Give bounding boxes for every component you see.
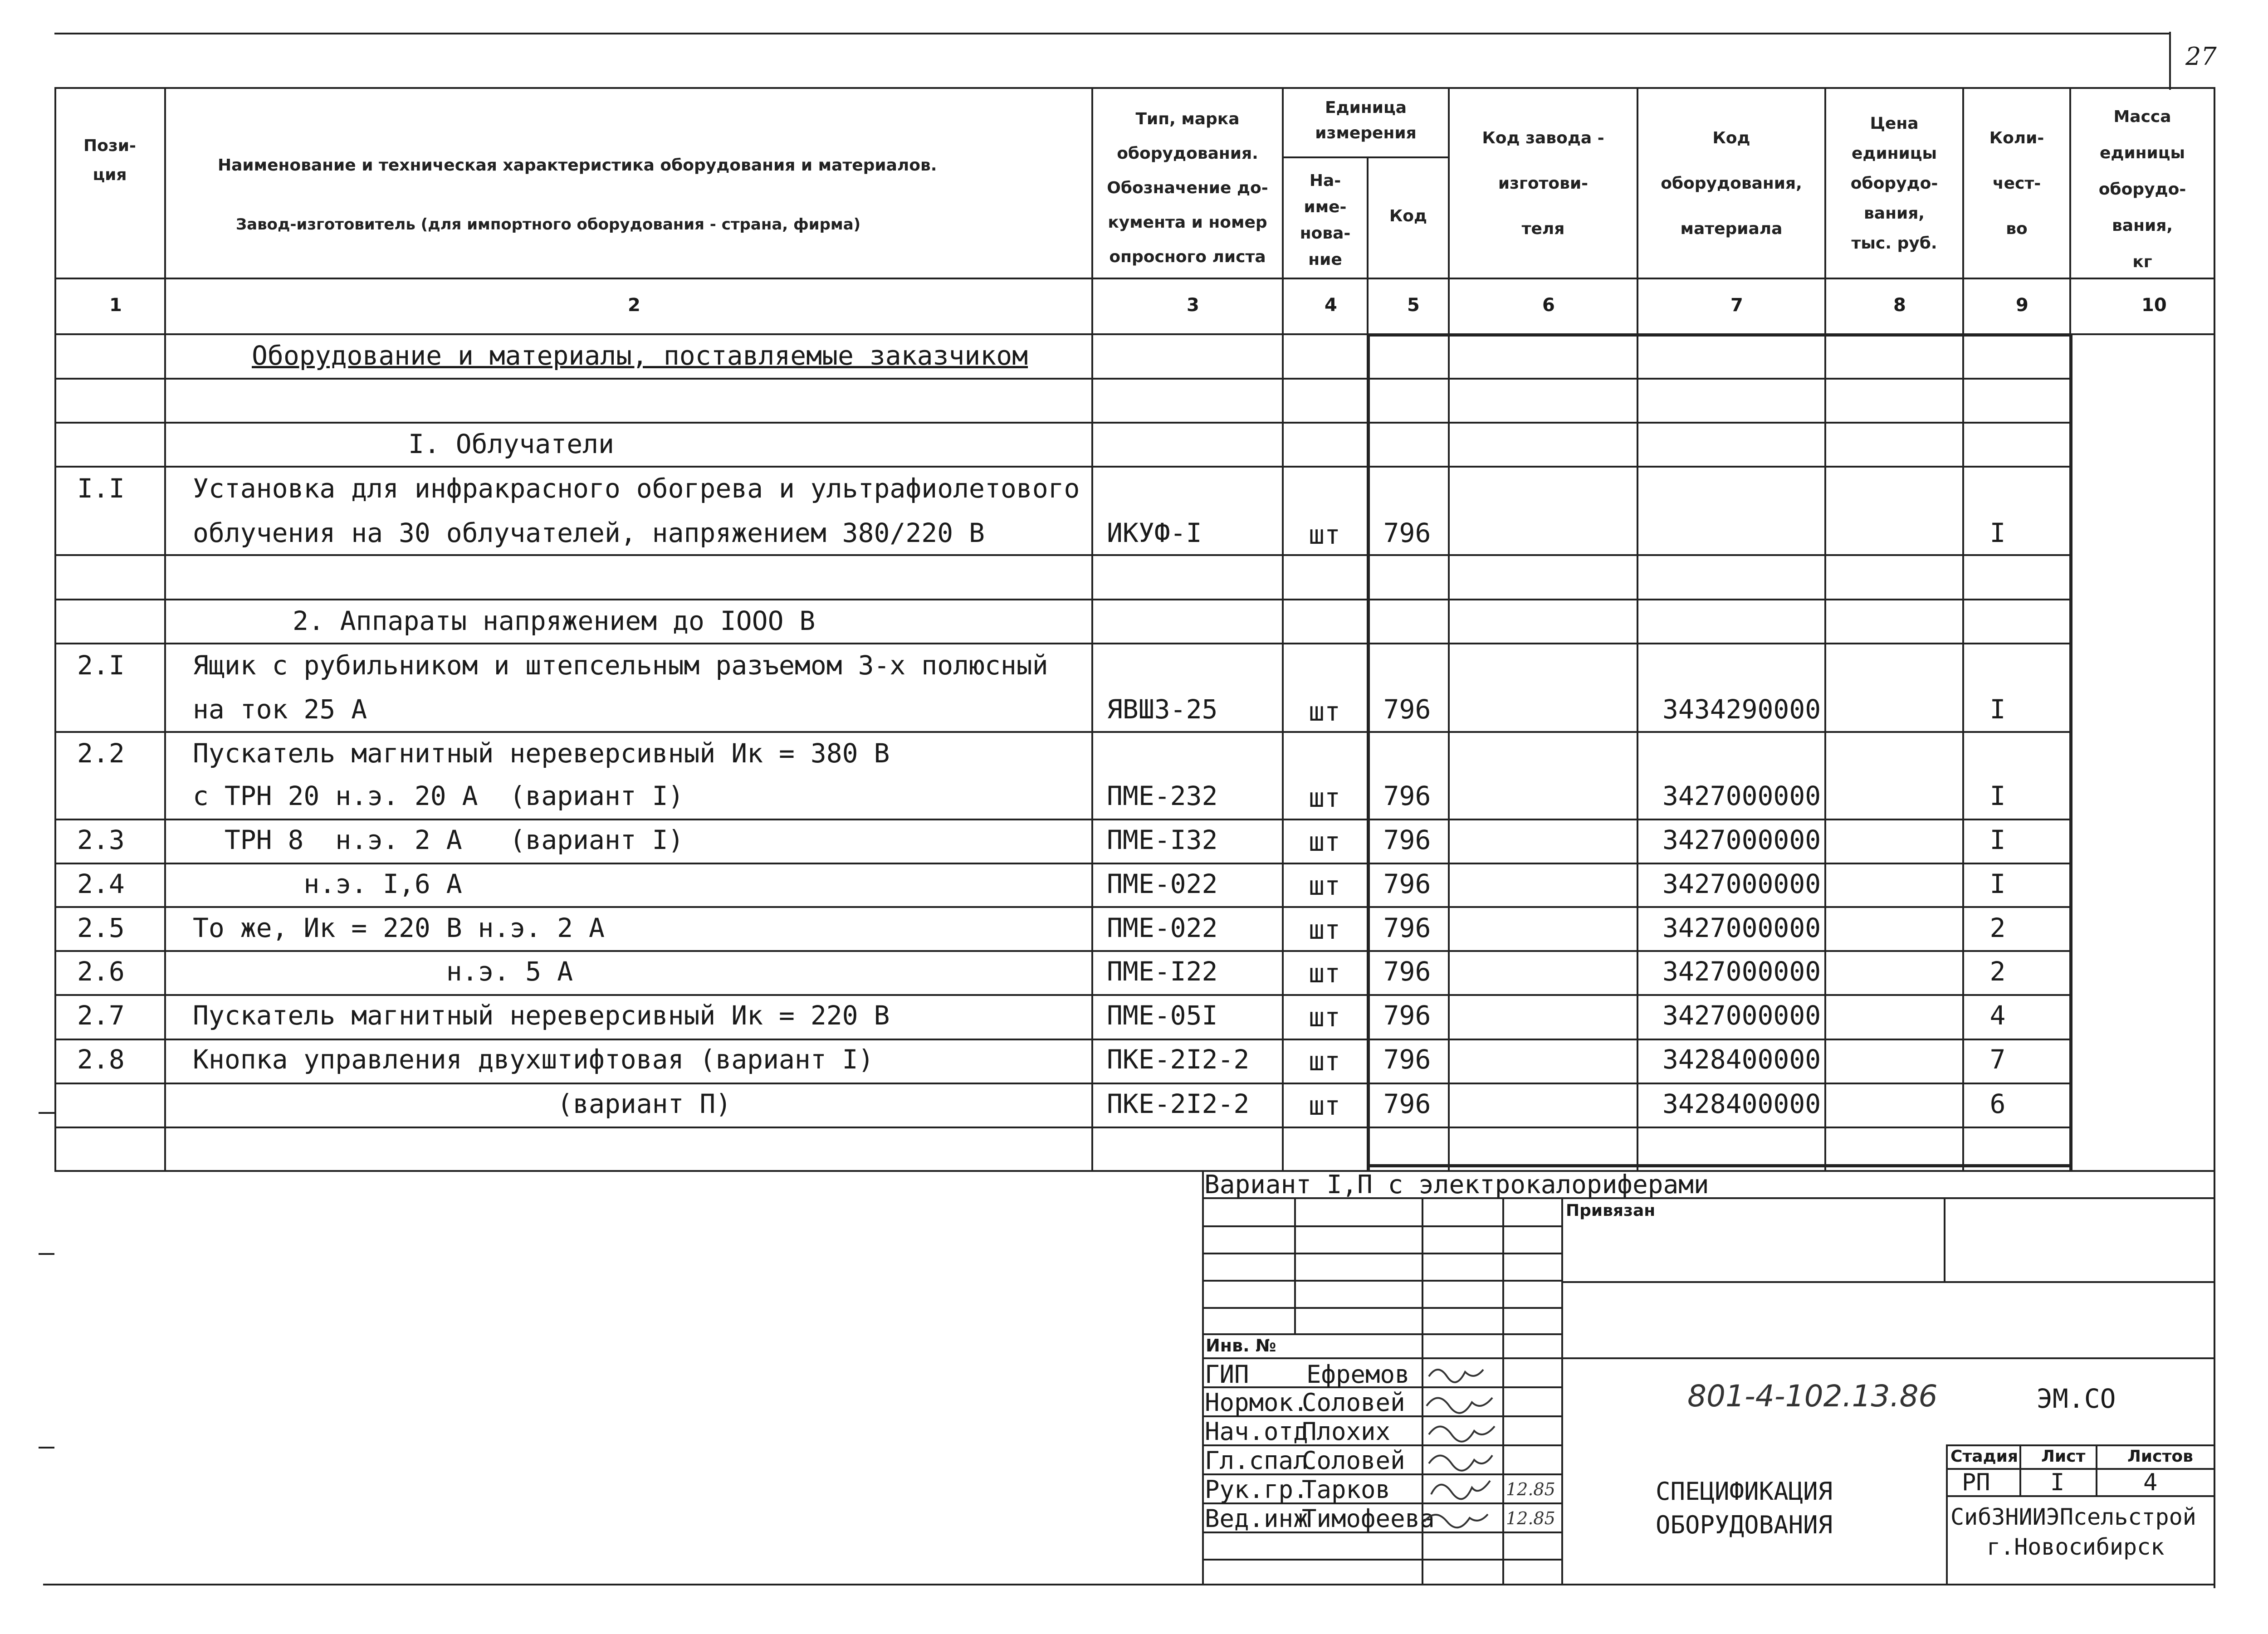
unit-cell: шт	[1309, 1002, 1340, 1033]
bold-box-bottom	[1367, 1164, 2072, 1167]
row-line	[54, 1039, 2069, 1040]
name-cell: н.э. I,6 А	[193, 868, 462, 899]
unit-code-cell: 796	[1383, 694, 1431, 725]
tb-line	[1946, 1444, 2214, 1446]
row-line	[54, 422, 2069, 424]
name-cell: Пускатель магнитный нереверсивный Ик = 220 В	[193, 1000, 890, 1031]
bottom-border	[43, 1584, 2214, 1585]
signature	[1429, 1426, 1495, 1442]
signer-name: Тарков	[1302, 1475, 1391, 1504]
stage-label: Стадия	[1950, 1447, 2018, 1466]
col-line-9-bold	[2069, 333, 2072, 1170]
variant-note: Вариант I,П с электрокалориферами	[1204, 1170, 1709, 1200]
equipment-code-cell: 3434290000	[1662, 694, 1821, 725]
equipment-code-cell: 3427000000	[1662, 780, 1821, 811]
unit-cell: шт	[1309, 826, 1340, 857]
unit-cell: шт	[1309, 1090, 1340, 1121]
unit-cell: шт	[1309, 958, 1340, 989]
header-quantity: Коли- чест- во	[1989, 129, 2044, 238]
tb-privyazan-divider	[1944, 1197, 1945, 1281]
header-divider	[54, 278, 2214, 279]
header-unit-code: Код	[1389, 207, 1427, 225]
group-heading: I. Облучатели	[408, 429, 614, 459]
role-label: Нач.отд	[1205, 1417, 1308, 1446]
bold-box-top	[1367, 333, 2072, 337]
name-cell: Ящик с рубильником и штепсельным разъемом 3-х полюсный	[193, 650, 1048, 681]
signature	[1429, 1455, 1492, 1471]
margin-tick	[39, 1112, 54, 1114]
type-cell: ПМЕ-05I	[1107, 1000, 1218, 1031]
qty-cell: I	[1989, 517, 2006, 548]
unit-code-cell: 796	[1383, 912, 1431, 943]
tb-left-border	[1202, 1170, 1204, 1584]
role-label: Рук.гр.	[1205, 1475, 1308, 1504]
tb-right	[2214, 1197, 2215, 1584]
equipment-code-cell: 3427000000	[1662, 824, 1821, 855]
unit-cell: шт	[1309, 696, 1340, 727]
unit-code-cell: 796	[1383, 956, 1431, 987]
name-cell: Кнопка управления двухштифтовая (вариант I)	[193, 1044, 874, 1075]
signer-name: Соловей	[1302, 1388, 1405, 1417]
signer-name: Ефремов	[1306, 1360, 1410, 1389]
tb-line	[1202, 1253, 1561, 1254]
qty-cell: I	[1989, 780, 2006, 811]
position-cell: I.I	[77, 473, 125, 504]
signature	[1424, 1514, 1488, 1527]
col-line-4-bold	[1367, 333, 1370, 1170]
document-title-line: СПЕЦИФИКАЦИЯ	[1656, 1477, 1833, 1506]
document-mark: ЭМ.СО	[2037, 1383, 2116, 1414]
unit-cell: шт	[1309, 782, 1340, 813]
qty-cell: 4	[1989, 1000, 2006, 1031]
type-cell: ПМЕ-022	[1107, 868, 1218, 899]
name-cell: ТРН 8 н.э. 2 А (вариант I)	[193, 824, 684, 855]
organization-city: г.Новосибирск	[1987, 1534, 2165, 1560]
type-cell: ПКЕ-2I2-2	[1107, 1088, 1250, 1119]
position-cell: 2.5	[77, 912, 125, 943]
type-cell: ЯВШЗ-25	[1107, 694, 1218, 725]
tb-line	[1202, 1559, 1561, 1561]
unit-cell: шт	[1309, 914, 1340, 945]
type-cell: ИКУФ-I	[1107, 517, 1202, 548]
document-title-line: ОБОРУДОВАНИЯ	[1656, 1511, 1833, 1539]
qty-cell: I	[1989, 868, 2006, 899]
sign-date: 12.85	[1506, 1479, 1555, 1499]
name-cell: (вариант П)	[193, 1088, 732, 1119]
unit-cell: шт	[1309, 519, 1340, 550]
unit-subheader-line	[1282, 156, 1450, 158]
role-label: ГИП	[1205, 1360, 1249, 1389]
row-line	[54, 950, 2069, 952]
unit-code-cell: 796	[1383, 517, 1431, 548]
position-cell: 2.7	[77, 1000, 125, 1031]
header-factory-code: Код завода - изготови- теля	[1482, 129, 1604, 238]
table-top-line	[54, 87, 2214, 89]
role-label: Гл.спал	[1205, 1446, 1308, 1475]
unit-code-cell: 796	[1383, 1044, 1431, 1075]
row-line	[54, 554, 2069, 556]
signature	[1427, 1398, 1492, 1413]
name-cell: на ток 25 А	[193, 694, 367, 725]
unit-code-cell: 796	[1383, 868, 1431, 899]
row-line	[54, 994, 2069, 996]
signature-marks	[1420, 1358, 1510, 1535]
document-code: 801-4-102.13.86	[1687, 1379, 1938, 1414]
col-line-1	[164, 87, 166, 1170]
tb-line	[1561, 1281, 2214, 1283]
row-line	[54, 731, 2069, 733]
name-cell: облучения на 30 облучателей, напряжением 380/220 В	[193, 517, 985, 548]
row-line	[54, 1083, 2069, 1084]
sheet-value: I	[2050, 1469, 2065, 1496]
tb-line	[1202, 1197, 2214, 1199]
inv-number-label: Инв. №	[1206, 1336, 1276, 1356]
unit-code-cell: 796	[1383, 824, 1431, 855]
header-mass: Масса единицы оборудо- вания, кг	[2098, 107, 2186, 271]
tb-col	[1946, 1444, 1948, 1584]
position-cell: 2.2	[77, 738, 125, 769]
tb-divider	[1561, 1197, 1563, 1584]
type-cell: ПМЕ-022	[1107, 912, 1218, 943]
row-line	[54, 906, 2069, 908]
type-cell: ПКЕ-2I2-2	[1107, 1044, 1250, 1075]
equipment-code-cell: 3428400000	[1662, 1044, 1821, 1075]
position-cell: 2.I	[77, 650, 125, 681]
margin-tick	[39, 1447, 54, 1449]
tb-col	[2096, 1444, 2097, 1495]
row-line	[54, 1127, 2069, 1128]
sheet-label: Лист	[2041, 1447, 2086, 1466]
name-cell: Пускатель магнитный нереверсивный Ик = 380 В	[193, 738, 890, 769]
row-line	[54, 378, 2069, 380]
signature	[1431, 1481, 1490, 1499]
role-label: Нормок.	[1205, 1388, 1308, 1417]
equipment-code-cell: 3427000000	[1662, 868, 1821, 899]
table-bottom-line	[54, 1170, 2214, 1172]
corner-box-left	[2169, 32, 2171, 90]
type-cell: ПМЕ-I22	[1107, 956, 1218, 987]
name-cell: То же, Ик = 220 В н.э. 2 А	[193, 912, 605, 943]
signer-name: Тимофеева	[1302, 1504, 1435, 1533]
organization-name: СибЗНИИЭПсельстрой	[1950, 1504, 2196, 1530]
group-heading: 2. Аппараты напряжением до IOOO В	[293, 605, 816, 636]
header-position: Пози- ция	[83, 137, 136, 184]
sign-date: 12.85	[1506, 1508, 1555, 1528]
position-cell: 2.3	[77, 824, 125, 855]
margin-tick	[39, 1253, 54, 1255]
row-line	[54, 599, 2069, 600]
tb-line	[1202, 1280, 1561, 1282]
sheets-value: 4	[2143, 1469, 2158, 1496]
signature	[1429, 1370, 1483, 1382]
qty-cell: 2	[1989, 912, 2006, 943]
name-cell: н.э. 5 А	[193, 956, 573, 987]
position-cell: 2.4	[77, 868, 125, 899]
qty-cell: I	[1989, 824, 2006, 855]
header-type: Тип, марка оборудования. Обозначение до- кумента и номер опросного листа	[1107, 110, 1268, 266]
equipment-code-cell: 3427000000	[1662, 1000, 1821, 1031]
header-unit-name: На- име- нова- ние	[1300, 171, 1351, 269]
row-line	[54, 863, 2069, 864]
tb-col	[1294, 1197, 1296, 1333]
unit-code-cell: 796	[1383, 780, 1431, 811]
qty-cell: 6	[1989, 1088, 2006, 1119]
stage-value: РП	[1962, 1469, 1990, 1496]
tb-col	[2019, 1444, 2021, 1495]
privyazan-label: Привязан	[1566, 1201, 1656, 1220]
sheets-label: Листов	[2127, 1447, 2193, 1466]
name-cell: Установка для инфракрасного обогрева и ультрафиолетового	[193, 473, 1080, 504]
row-line	[54, 466, 2069, 468]
qty-cell: 2	[1989, 956, 2006, 987]
qty-cell: I	[1989, 694, 2006, 725]
row-line	[54, 819, 2069, 820]
position-cell: 2.6	[77, 956, 125, 987]
sheet-corner-number: 27	[2185, 42, 2217, 71]
tb-line	[1202, 1307, 1561, 1309]
header-unit: Единица измерения	[1315, 98, 1417, 142]
unit-code-cell: 796	[1383, 1000, 1431, 1031]
equipment-code-cell: 3427000000	[1662, 956, 1821, 987]
tb-line	[1202, 1225, 1561, 1227]
signer-name: Соловей	[1302, 1446, 1405, 1475]
unit-cell: шт	[1309, 870, 1340, 901]
type-cell: ПМЕ-I32	[1107, 824, 1218, 855]
header-name: Наименование и техническая характеристика оборудования и материалов. Завод-изготовитель (для импортного оборудования - страна, фирма)	[218, 156, 937, 234]
header-price: Цена единицы оборудо- вания, тыс. руб.	[1850, 114, 1938, 253]
equipment-code-cell: 3428400000	[1662, 1088, 1821, 1119]
section-heading: Оборудование и материалы, поставляемые заказчиком	[252, 340, 1028, 371]
signer-name: Плохих	[1302, 1417, 1391, 1446]
type-cell: ПМЕ-232	[1107, 780, 1218, 811]
tb-line	[1202, 1333, 1561, 1335]
tb-line	[1561, 1357, 2214, 1359]
qty-cell: 7	[1989, 1044, 2006, 1075]
row-line	[54, 643, 2069, 644]
position-cell: 2.8	[77, 1044, 125, 1075]
name-cell: с ТРН 20 н.э. 20 А (вариант I)	[193, 780, 684, 811]
unit-code-cell: 796	[1383, 1088, 1431, 1119]
header-equipment-code: Код оборудования, материала	[1661, 129, 1802, 238]
col-line-0	[54, 87, 56, 1170]
role-label: Вед.инж	[1205, 1504, 1308, 1533]
top-border	[54, 33, 2169, 34]
equipment-code-cell: 3427000000	[1662, 912, 1821, 943]
unit-cell: шт	[1309, 1046, 1340, 1077]
